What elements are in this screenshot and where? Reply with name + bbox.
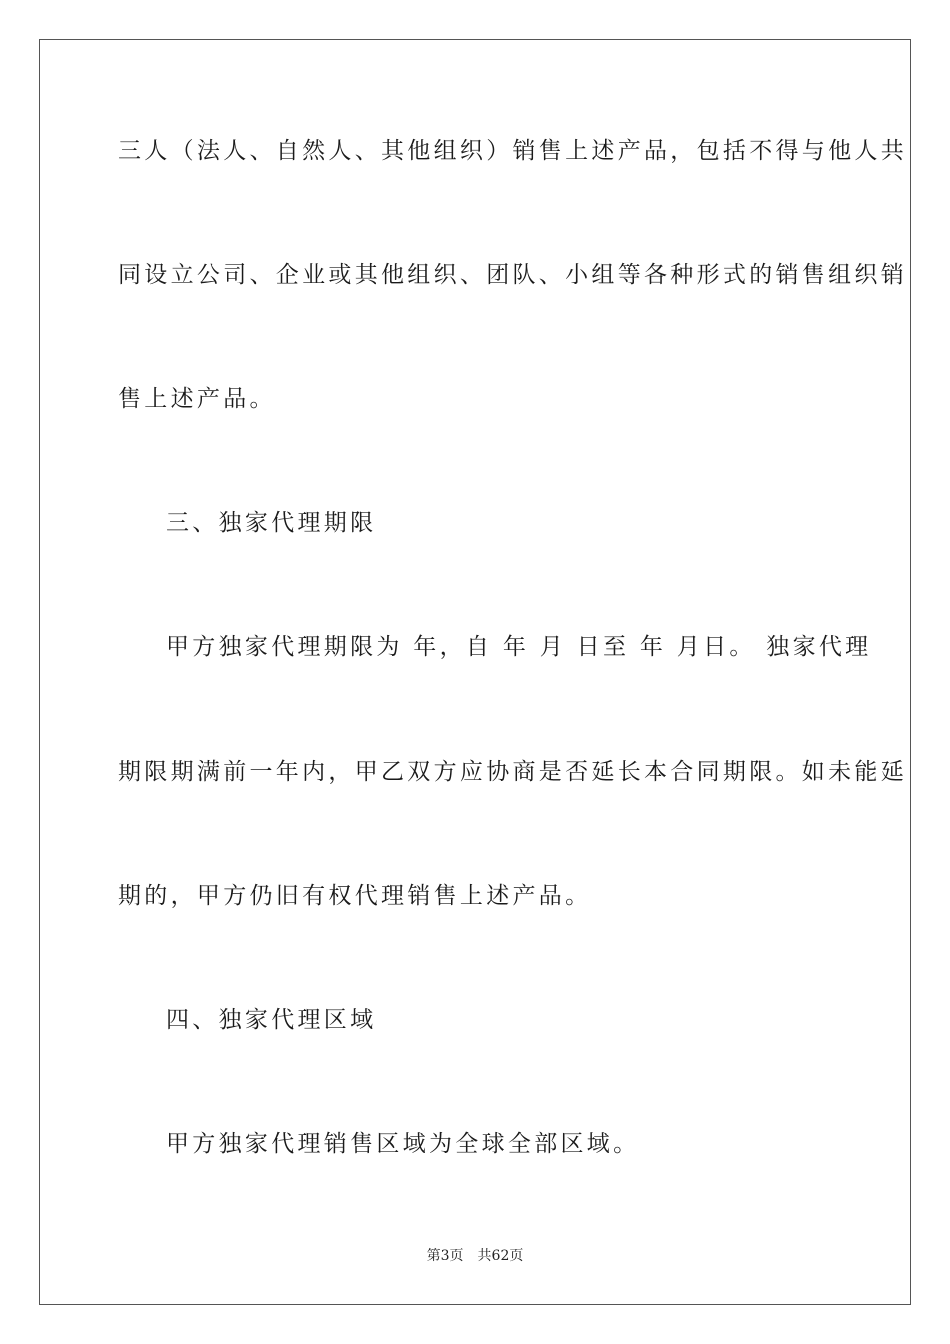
term-paragraph-line-2: 期限期满前一年内，甲乙双方应协商是否延长本合同期限。如未能延 (118, 759, 907, 785)
page-border (39, 39, 911, 1305)
section-heading-region: 四、独家代理区域 (166, 1007, 377, 1033)
paragraph-line-continuation-3: 售上述产品。 (118, 386, 276, 412)
paragraph-line-continuation-2: 同设立公司、企业或其他组织、团队、小组等各种形式的销售组织销 (118, 262, 907, 288)
page-number: 第3页 (426, 1248, 464, 1264)
region-paragraph-line-1: 甲方独家代理销售区域为全球全部区域。 (166, 1131, 640, 1157)
page-footer (0, 1246, 950, 1266)
term-paragraph-line-1: 甲方独家代理期限为 年，自 年 月 日至 年 月日。 独家代理 (166, 634, 872, 660)
term-paragraph-line-3: 期的，甲方仍旧有权代理销售上述产品。 (118, 883, 592, 909)
paragraph-line-continuation-1: 三人（法人、自然人、其他组织）销售上述产品，包括不得与他人共 (118, 138, 907, 164)
page-total: 共62页 (477, 1248, 524, 1264)
section-heading-term: 三、独家代理期限 (166, 510, 377, 536)
